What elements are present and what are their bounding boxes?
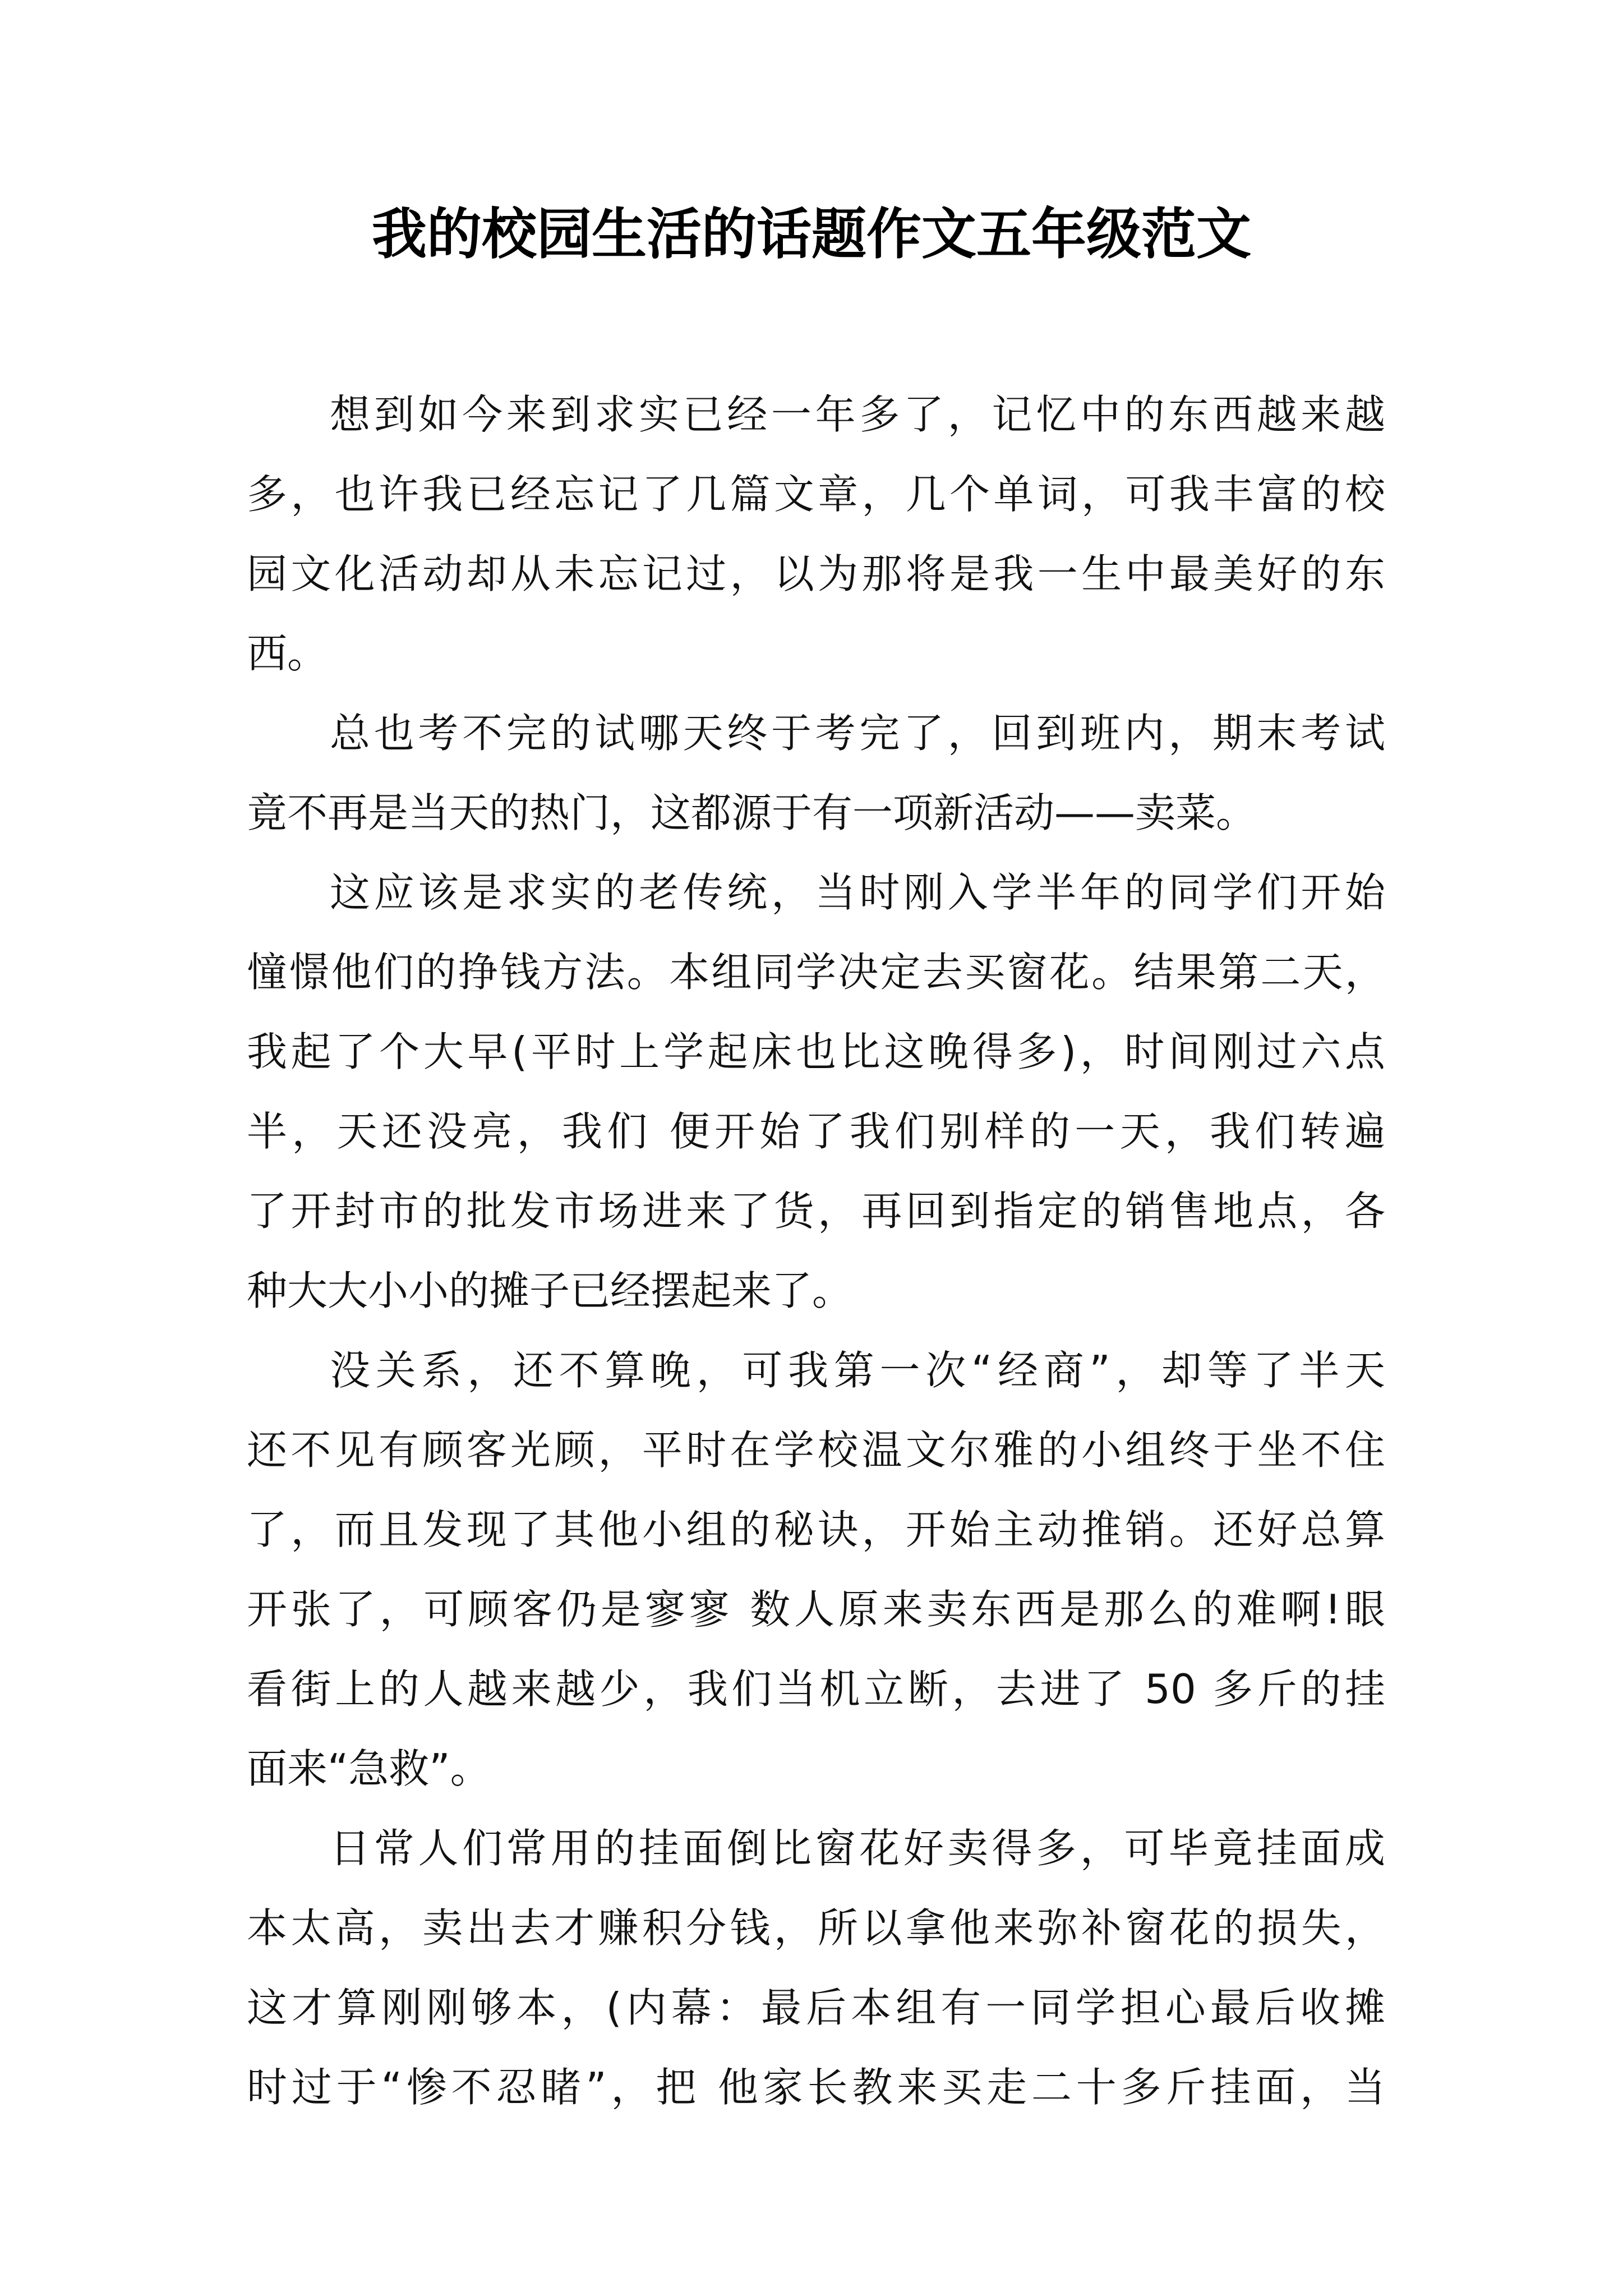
paragraph-4	[247, 1331, 1385, 1809]
paragraph-line: 半，天还没亮，我们 便开始了我们别样的一天，我们转遍	[247, 1108, 1385, 1155]
paragraph-line: 时过于“惨不忍睹”，把 他家长教来买走二十多斤挂面，当	[247, 2064, 1385, 2111]
paragraph-line: 没关系，还不算晚，可我第一次“经商”，却等了半天	[330, 1347, 1385, 1394]
paragraph-line: 园文化活动却从未忘记过，以为那将是我一生中最美好的东	[247, 550, 1385, 597]
document-body	[247, 375, 1385, 2127]
paragraph-line: 了，而且发现了其他小组的秘诀，开始主动推销。还好总算	[247, 1506, 1385, 1553]
paragraph-line: 种大大小小的摊子已经摆起来了。	[247, 1267, 853, 1314]
paragraph-line: 西。	[247, 630, 328, 677]
document-title: 我的校园生活的话题作文五年级范文	[371, 202, 1251, 266]
paragraph-line: 憧憬他们的挣钱方法。本组同学决定去买窗花。结果第二天，	[247, 949, 1385, 996]
paragraph-line: 开张了，可顾客仍是寥寥 数人原来卖东西是那么的难啊!眼	[247, 1586, 1385, 1633]
paragraph-line: 了开封市的批发市场进来了货，再回到指定的销售地点，各	[247, 1188, 1385, 1235]
paragraph-line: 我起了个大早(平时上学起床也比这晚得多)，时间刚过六点	[247, 1028, 1385, 1075]
paragraph-line: 本太高，卖出去才赚积分钱，所以拿他来弥补窗花的损失，	[247, 1904, 1385, 1952]
paragraph-5	[247, 1809, 1385, 2127]
paragraph-line: 这才算刚刚够本，(内幕：最后本组有一同学担心最后收摊	[247, 1984, 1385, 2031]
paragraph-line: 总也考不完的试哪天终于考完了，回到班内，期末考试	[330, 710, 1385, 757]
paragraph-2	[247, 693, 1385, 853]
paragraph-line: 日常人们常用的挂面倒比窗花好卖得多，可毕竟挂面成	[330, 1825, 1385, 1872]
paragraph-line: 想到如今来到求实已经一年多了，记忆中的东西越来越	[330, 391, 1385, 438]
paragraph-line: 竟不再是当天的热门，这都源于有一项新活动——卖菜。	[247, 789, 1257, 836]
paragraph-line: 看街上的人越来越少，我们当机立断，去进了 50 多斤的挂	[247, 1665, 1385, 1713]
paragraph-line: 还不见有顾客光顾，平时在学校温文尔雅的小组终于坐不住	[247, 1427, 1385, 1474]
paragraph-line: 面来“急救”。	[247, 1745, 491, 1792]
paragraph-line: 这应该是求实的老传统，当时刚入学半年的同学们开始	[330, 869, 1385, 916]
paragraph-1	[247, 375, 1385, 693]
paragraph-line: 多，也许我已经忘记了几篇文章，几个单词，可我丰富的校	[247, 471, 1385, 518]
paragraph-3	[247, 853, 1385, 1331]
